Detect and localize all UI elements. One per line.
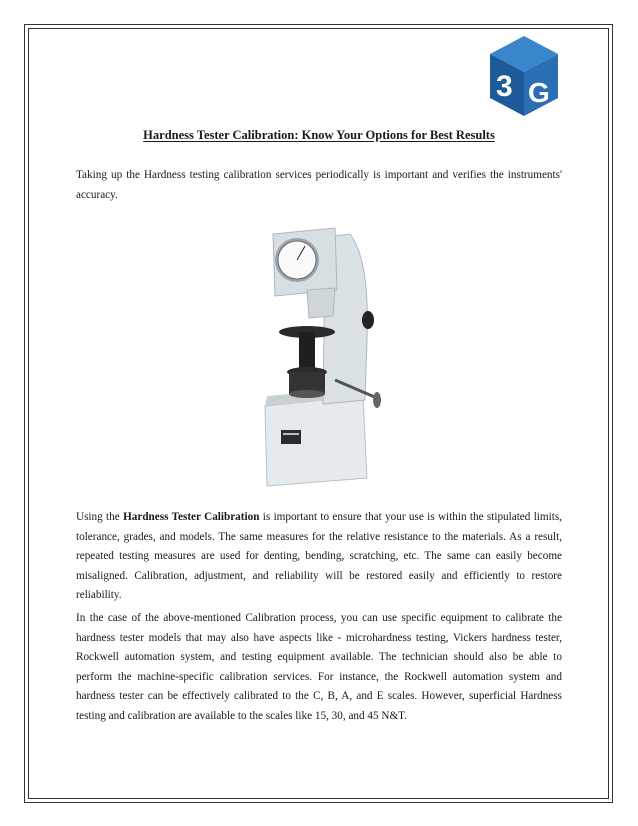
body-paragraph-calibration [76, 508, 562, 606]
svg-text:G: G [528, 77, 550, 108]
company-logo-icon [488, 34, 560, 118]
paragraph2-lead: Using the [76, 511, 124, 523]
bold-keyword: Hardness Tester Calibration [123, 511, 260, 523]
body-paragraph-process: In the case of the above-mentioned Calibration process, you can use specific equipment to calibrate the hardness tester models that may also have aspects like - microhardness testing, Vickers hardness tester, Rockwell automation system, and testing equipment available. The technician should also be able to perform the machine-specific calibration services. For instance, the Rockwell automation system and hardness tester can be effectively calibrated to the C, B, A, and E scales. However, superficial Hardness testing and calibration are available to the scales like 15, 30, and 45 N&T. [76, 612, 562, 722]
paragraph2-rest: is important to ensure that your use is within the stipulated limits, tolerance, grades, and models. The same measures for the relative resistance to the materials. As a result, repeated testing measures are used for denting, bending, scratching, etc. The same can easily become misaligned. Calibration, adjustment, and reliability will be restored easily and efficiently to restore reliability. [76, 511, 562, 601]
intro-paragraph: Taking up the Hardness testing calibration services periodically is important and verifies the instruments' accuracy. [76, 169, 562, 201]
svg-text:3: 3 [496, 70, 513, 103]
hardness-tester-image [185, 220, 385, 498]
page-title: Hardness Tester Calibration: Know Your Options for Best Results [143, 128, 495, 142]
